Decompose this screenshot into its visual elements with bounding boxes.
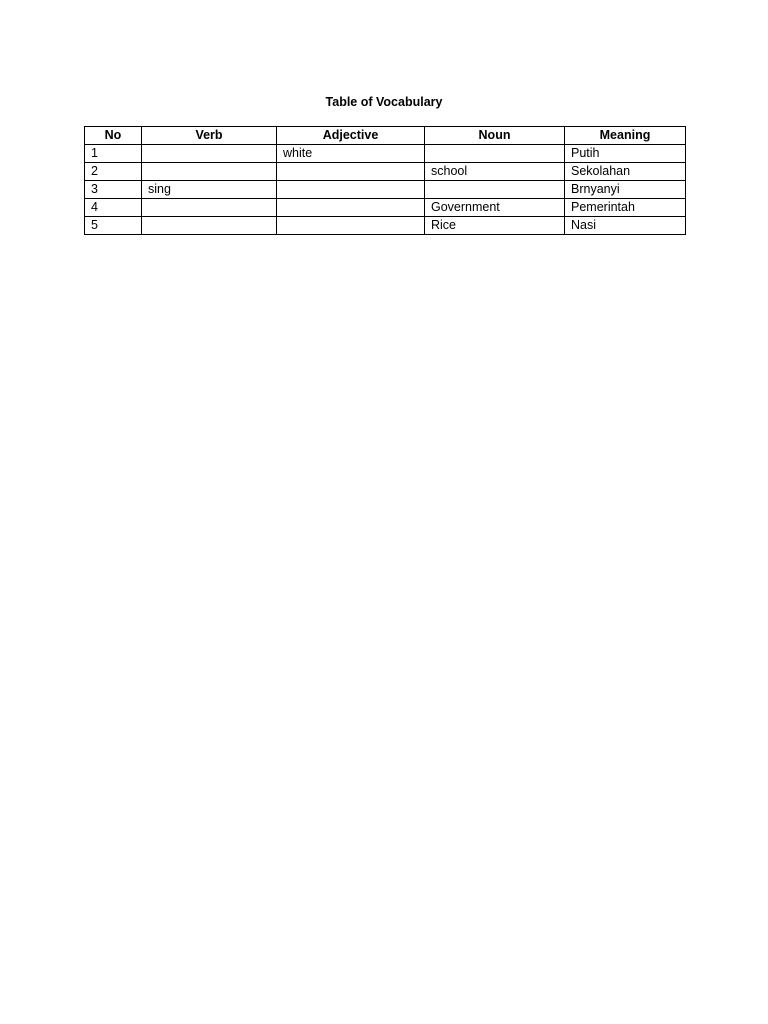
cell-adjective — [277, 181, 425, 199]
table-row — [85, 145, 686, 163]
cell-adjective — [277, 199, 425, 217]
cell-meaning: Nasi — [565, 217, 686, 235]
cell-verb — [142, 163, 277, 181]
cell-noun — [425, 181, 565, 199]
cell-verb — [142, 199, 277, 217]
cell-noun: school — [425, 163, 565, 181]
cell-noun — [425, 145, 565, 163]
cell-no: 2 — [85, 163, 142, 181]
header-adjective: Adjective — [277, 127, 425, 145]
cell-verb — [142, 145, 277, 163]
cell-adjective — [277, 217, 425, 235]
cell-adjective: white — [277, 145, 425, 163]
cell-no: 4 — [85, 199, 142, 217]
cell-meaning: Sekolahan — [565, 163, 686, 181]
table-row — [85, 217, 686, 235]
cell-noun: Government — [425, 199, 565, 217]
header-verb: Verb — [142, 127, 277, 145]
table-header-row — [85, 127, 686, 145]
vocabulary-table — [84, 126, 686, 235]
cell-meaning: Brnyanyi — [565, 181, 686, 199]
cell-meaning: Pemerintah — [565, 199, 686, 217]
cell-meaning: Putih — [565, 145, 686, 163]
cell-no: 1 — [85, 145, 142, 163]
cell-no: 3 — [85, 181, 142, 199]
cell-noun: Rice — [425, 217, 565, 235]
table-row — [85, 181, 686, 199]
cell-adjective — [277, 163, 425, 181]
header-no: No — [85, 127, 142, 145]
header-meaning: Meaning — [565, 127, 686, 145]
table-row — [85, 163, 686, 181]
cell-verb — [142, 217, 277, 235]
header-noun: Noun — [425, 127, 565, 145]
cell-verb: sing — [142, 181, 277, 199]
cell-no: 5 — [85, 217, 142, 235]
document-title: Table of Vocabulary — [325, 95, 443, 109]
table-row — [85, 199, 686, 217]
